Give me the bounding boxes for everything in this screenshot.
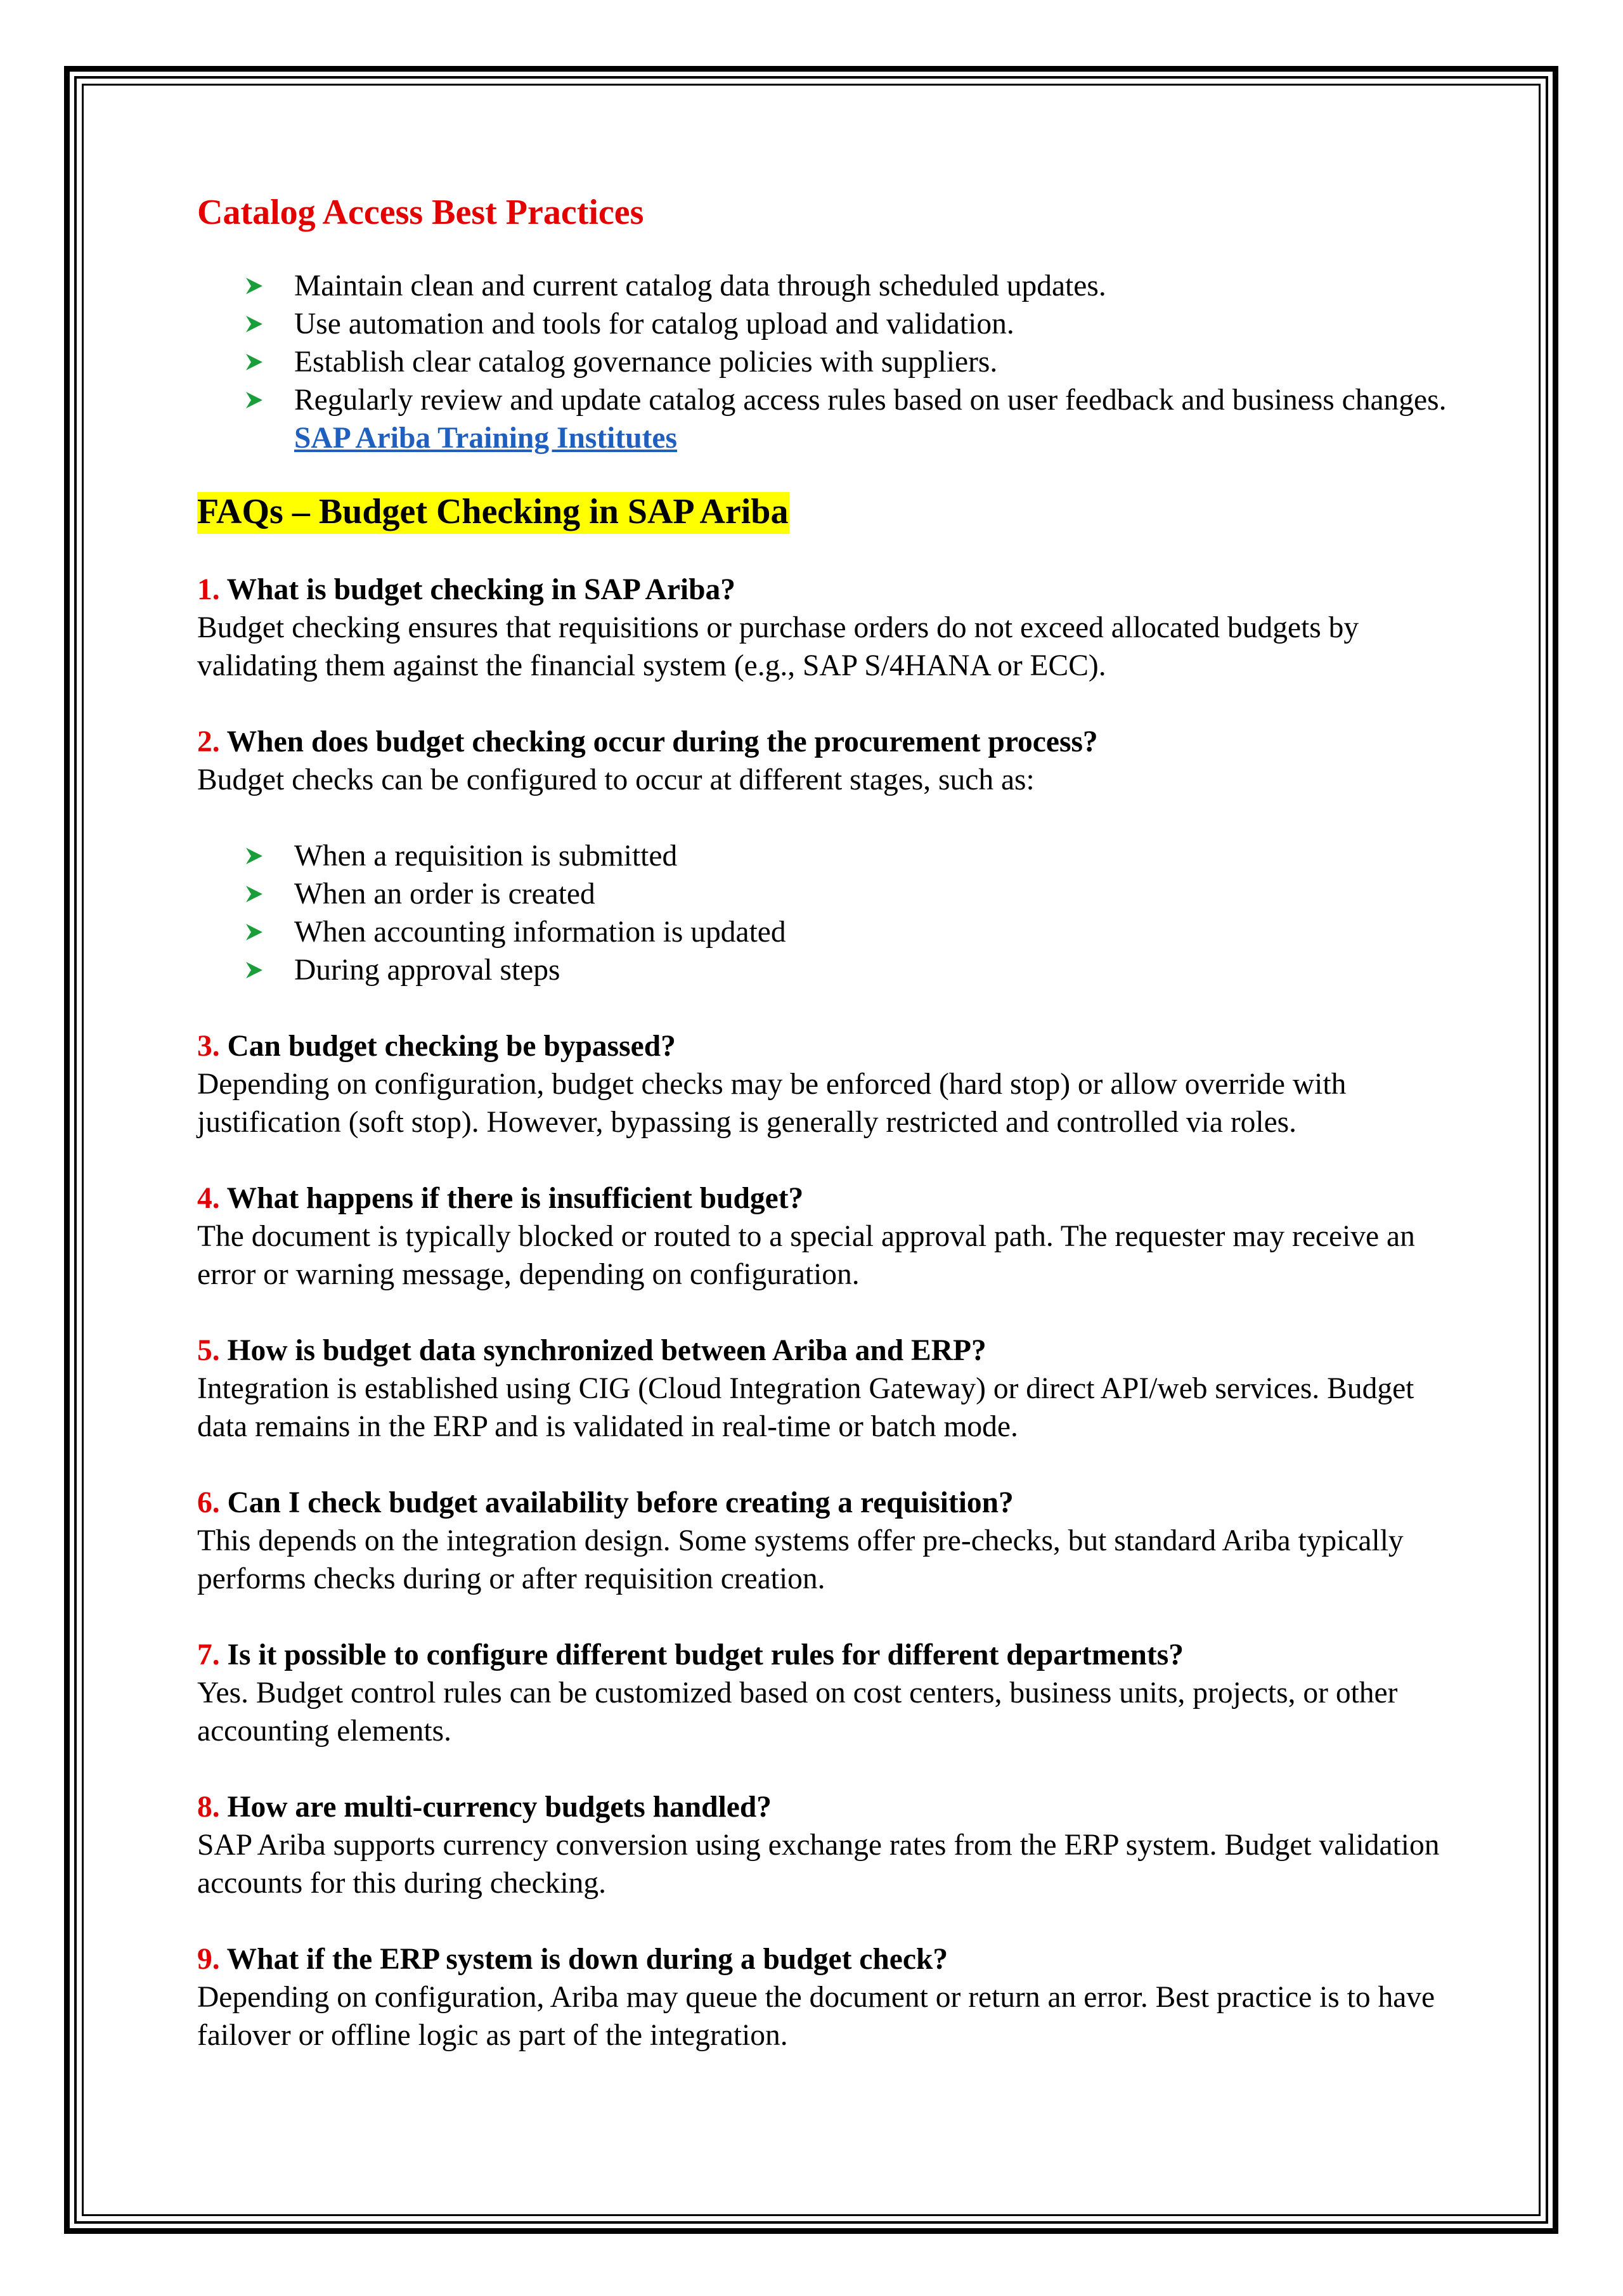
faq-answer: Budget checking ensures that requisitions or purchase orders do not exceed allocated budgets by validating them against the financial system (e.g., SAP S/4HANA or ECC). <box>197 611 1359 682</box>
faq-question: 5. How is budget data synchronized between Ariba and ERP? <box>197 1334 986 1367</box>
faq-question: 8. How are multi-currency budgets handled? <box>197 1791 772 1824</box>
faq-question: 4. What happens if there is insufficient budget? <box>197 1182 804 1215</box>
faq-item-7 <box>197 1636 1459 1750</box>
faqs-heading <box>197 490 1459 534</box>
faq-question: 9. What if the ERP system is down during a budget check? <box>197 1943 948 1976</box>
faq-item-5 <box>197 1332 1459 1446</box>
faq-item-9 <box>197 1940 1459 2054</box>
list-item: When accounting information is updated <box>294 913 1459 951</box>
list-item: Use automation and tools for catalog upload and validation. <box>294 305 1459 343</box>
faq-answer: Budget checks can be configured to occur at different stages, such as: <box>197 763 1035 796</box>
list-item: Maintain clean and current catalog data through scheduled updates. <box>294 267 1459 305</box>
list-item: Regularly review and update catalog access rules based on user feedback and business changes. SAP Ariba Training Institutes <box>294 381 1459 457</box>
list-item: When a requisition is submitted <box>294 837 1459 875</box>
faq-item-6 <box>197 1484 1459 1598</box>
page-content <box>197 190 1459 2054</box>
green-arrowhead-icon <box>245 315 264 334</box>
faq-answer: Depending on configuration, Ariba may queue the document or return an error. Best practice is to have failover or offline logic as part of the integration. <box>197 1981 1435 2052</box>
catalog-practices-list <box>197 267 1459 457</box>
faq-item-2 <box>197 723 1459 989</box>
faq-item-3 <box>197 1027 1459 1141</box>
faq-answer: Yes. Budget control rules can be customized based on cost centers, business units, projects, or other accounting elements. <box>197 1677 1398 1748</box>
faq-question: 3. Can budget checking be bypassed? <box>197 1030 676 1063</box>
green-arrowhead-icon <box>245 276 264 295</box>
green-arrowhead-icon <box>245 846 264 866</box>
list-item: Establish clear catalog governance policies with suppliers. <box>294 343 1459 381</box>
green-arrowhead-icon <box>245 353 264 372</box>
catalog-access-heading: Catalog Access Best Practices <box>197 193 644 232</box>
green-arrowhead-icon <box>245 391 264 410</box>
faq-answer: Depending on configuration, budget checks may be enforced (hard stop) or allow override with justification (soft stop). However, bypassing is generally restricted and controlled via roles. <box>197 1068 1347 1139</box>
faq-item-1 <box>197 571 1459 685</box>
faq-answer: Integration is established using CIG (Cloud Integration Gateway) or direct API/web services. Budget data remains in the ERP and is validated in real-time or batch mode. <box>197 1372 1414 1443</box>
green-arrowhead-icon <box>245 885 264 904</box>
training-institutes-link[interactable]: SAP Ariba Training Institutes <box>294 422 678 455</box>
faq-answer: This depends on the integration design. Some systems offer pre-checks, but standard Ariba typically performs checks during or after requisition creation. <box>197 1524 1404 1595</box>
faq-question: 7. Is it possible to configure different budget rules for different departments? <box>197 1638 1184 1671</box>
faq-question: 2. When does budget checking occur during the procurement process? <box>197 725 1098 758</box>
list-item: During approval steps <box>294 951 1459 989</box>
green-arrowhead-icon <box>245 923 264 942</box>
faq-answer: SAP Ariba supports currency conversion using exchange rates from the ERP system. Budget validation accounts for this during checking. <box>197 1829 1440 1900</box>
faq-item-8 <box>197 1788 1459 1902</box>
faq-item-4 <box>197 1179 1459 1294</box>
budget-check-stages-list <box>197 837 1459 989</box>
faqs-heading-text: FAQs – Budget Checking in SAP Ariba <box>197 492 789 534</box>
green-arrowhead-icon <box>245 961 264 980</box>
faq-answer: The document is typically blocked or routed to a special approval path. The requester may receive an error or warning message, depending on configuration. <box>197 1220 1415 1291</box>
list-item: When an order is created <box>294 875 1459 913</box>
faq-question: 6. Can I check budget availability before creating a requisition? <box>197 1486 1014 1519</box>
faq-question: 1. What is budget checking in SAP Ariba? <box>197 573 736 606</box>
